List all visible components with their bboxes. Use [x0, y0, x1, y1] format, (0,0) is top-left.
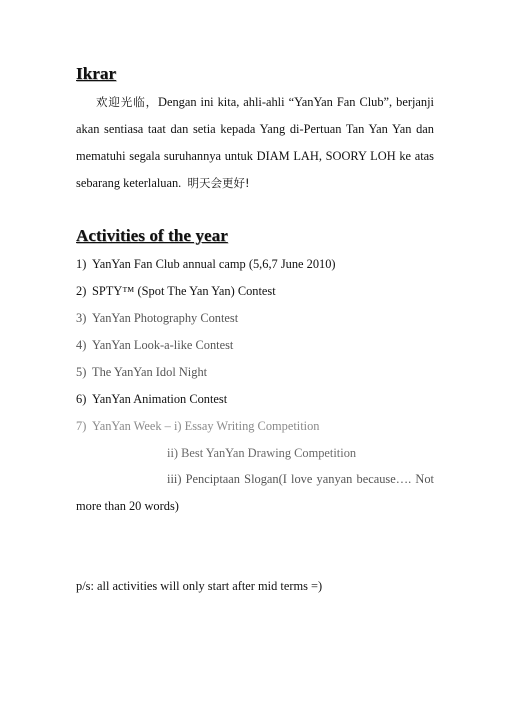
activity-label: YanYan Fan Club annual camp (5,6,7 June 2010) [92, 257, 336, 271]
ikrar-line-4-text: sebarang keterlaluan. [76, 176, 182, 190]
ikrar-motto-chinese: 明天会更好! [187, 176, 250, 190]
ikrar-line-4 [76, 175, 434, 191]
activity-subitem-iii: iii) Penciptaan Slogan(I love yanyan because…. Not [167, 472, 434, 486]
activity-item-6 [76, 391, 227, 407]
activity-label: The YanYan Idol Night [92, 365, 208, 379]
activity-item-3 [76, 310, 238, 326]
activity-item-1 [76, 256, 336, 272]
activity-subitem-continuation: more than 20 words) [76, 499, 179, 513]
ps-note: p/s: all activities will only start after mid terms =) [76, 579, 323, 593]
activity-num: 1) [76, 257, 87, 271]
activity-num: 4) [76, 338, 87, 352]
activity-num: 6) [76, 392, 87, 406]
activity-item-2 [76, 283, 276, 299]
activity-label: SPTY™ (Spot The Yan Yan) Contest [92, 284, 276, 298]
activity-item-5 [76, 364, 207, 380]
ikrar-welcome-chinese: 欢迎光临， [96, 95, 158, 109]
ikrar-line-2: akan sentiasa taat dan setia kepada Yang di-Pertuan Tan Yan Yan dan [76, 122, 434, 136]
activity-num: 7) [76, 419, 87, 433]
activity-label: YanYan Look-a-like Contest [92, 338, 234, 352]
activity-item-4 [76, 337, 233, 353]
activity-label: YanYan Photography Contest [92, 311, 239, 325]
activity-item-7 [76, 418, 320, 434]
ikrar-line-3: mematuhi segala suruhannya untuk DIAM LAH, SOORY LOH ke atas [76, 149, 434, 163]
ikrar-line-1-text: Dengan ini kita, ahli-ahli “YanYan Fan Club”, berjanji [158, 95, 434, 109]
activity-num: 2) [76, 284, 87, 298]
activity-label: YanYan Week – i) Essay Writing Competition [92, 419, 320, 433]
activity-num: 3) [76, 311, 87, 325]
ikrar-heading: Ikrar [76, 64, 117, 83]
activity-num: 5) [76, 365, 87, 379]
ikrar-line-1 [96, 94, 434, 110]
activity-subitem-ii: ii) Best YanYan Drawing Competition [167, 446, 357, 460]
activities-heading: Activities of the year [76, 226, 228, 245]
activity-label: YanYan Animation Contest [92, 392, 228, 406]
